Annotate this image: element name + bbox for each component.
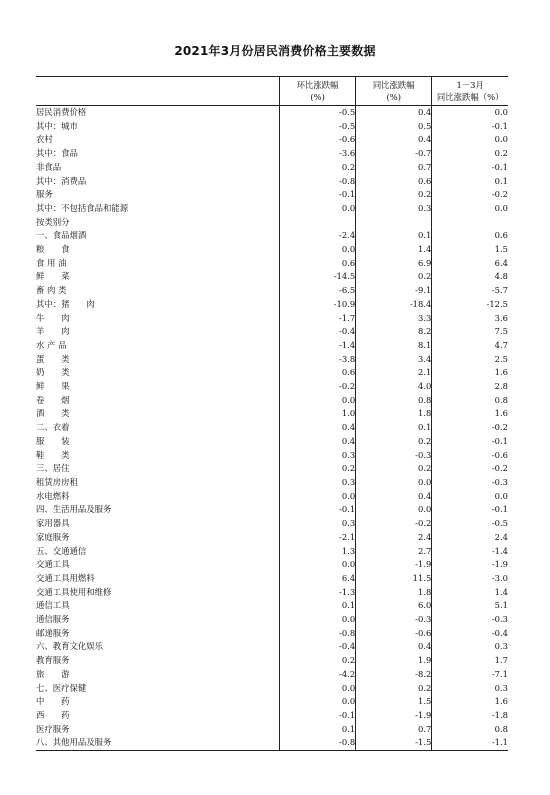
table-row <box>36 366 508 380</box>
mom-value: -14.5 <box>280 270 356 284</box>
row-label: 中 药 <box>36 696 70 707</box>
table-row <box>36 188 508 202</box>
yoy-value: 2.1 <box>356 366 432 380</box>
yoy-value: 0.4 <box>356 640 432 654</box>
yoy-value: -0.2 <box>356 517 432 531</box>
ytd-value: 1.4 <box>432 586 508 600</box>
ytd-value: -3.0 <box>432 572 508 586</box>
mom-value: 1.0 <box>280 407 356 421</box>
mom-value: -4.2 <box>280 668 356 682</box>
mom-value: 0.0 <box>280 695 356 709</box>
table-row <box>36 216 508 230</box>
mom-value: -2.1 <box>280 531 356 545</box>
mom-value: -1.3 <box>280 586 356 600</box>
row-label: 非食品 <box>36 161 62 172</box>
table-row <box>36 476 508 490</box>
row-label: 农村 <box>36 134 53 145</box>
table-row <box>36 668 508 682</box>
table-row <box>36 435 508 449</box>
header-mom-unit: (%) <box>310 92 325 102</box>
table-row <box>36 517 508 531</box>
mom-value <box>280 216 356 230</box>
ytd-value: -0.1 <box>432 435 508 449</box>
yoy-value: 2.4 <box>356 531 432 545</box>
mom-value: 6.4 <box>280 572 356 586</box>
row-label: 西 药 <box>36 709 70 720</box>
yoy-value: 1.8 <box>356 407 432 421</box>
ytd-value: 1.6 <box>432 366 508 380</box>
row-label: 邮递服务 <box>36 627 70 638</box>
ytd-value: 0.3 <box>432 640 508 654</box>
ytd-value: 0.2 <box>432 147 508 161</box>
header-blank <box>36 77 280 106</box>
row-label: 租赁房房租 <box>36 476 78 487</box>
mom-value: 0.3 <box>280 476 356 490</box>
mom-value: 0.0 <box>280 202 356 216</box>
ytd-value: 6.4 <box>432 257 508 271</box>
yoy-value: 8.1 <box>356 339 432 353</box>
yoy-value: 6.0 <box>356 599 432 613</box>
table-row <box>36 243 508 257</box>
ytd-value: 3.6 <box>432 312 508 326</box>
table-row <box>36 627 508 641</box>
row-label: 通信服务 <box>36 614 70 625</box>
table-row <box>36 325 508 339</box>
table-row <box>36 723 508 737</box>
mom-value: 0.0 <box>280 613 356 627</box>
mom-value: 0.2 <box>280 161 356 175</box>
table-row <box>36 407 508 421</box>
ytd-value: 1.6 <box>432 695 508 709</box>
ytd-value: 4.7 <box>432 339 508 353</box>
mom-value: -6.5 <box>280 284 356 298</box>
mom-value: 0.0 <box>280 243 356 257</box>
mom-value: 0.1 <box>280 599 356 613</box>
row-label: 鞋 类 <box>36 449 70 460</box>
row-label: 按类别分 <box>36 216 70 227</box>
yoy-value: 6.9 <box>356 257 432 271</box>
mom-value: -0.8 <box>280 736 356 750</box>
row-label: 交通工具用燃料 <box>36 572 95 583</box>
ytd-value: -0.6 <box>432 449 508 463</box>
mom-value: 0.3 <box>280 517 356 531</box>
row-label: 医疗服务 <box>36 723 70 734</box>
yoy-value: 3.4 <box>356 353 432 367</box>
row-label: 水 产 品 <box>36 339 67 350</box>
table-row <box>36 339 508 353</box>
mom-value: -0.6 <box>280 133 356 147</box>
row-label: 交通工具使用和维修 <box>36 586 112 597</box>
yoy-value: 0.3 <box>356 202 432 216</box>
yoy-value: 0.0 <box>356 476 432 490</box>
mom-value: -3.6 <box>280 147 356 161</box>
table-row <box>36 572 508 586</box>
table-row <box>36 353 508 367</box>
yoy-value: 0.7 <box>356 723 432 737</box>
row-label: 食 用 油 <box>36 257 67 268</box>
ytd-value: -12.5 <box>432 298 508 312</box>
table-row <box>36 736 508 750</box>
ytd-value: 2.8 <box>432 380 508 394</box>
ytd-value: 1.6 <box>432 407 508 421</box>
table-row <box>36 558 508 572</box>
row-label: 其中：消费品 <box>36 175 87 186</box>
table-row <box>36 640 508 654</box>
row-label: 教育服务 <box>36 655 70 666</box>
header-yoy-unit: (%) <box>386 92 401 102</box>
table-row <box>36 298 508 312</box>
ytd-value: 0.0 <box>432 202 508 216</box>
yoy-value: 1.9 <box>356 654 432 668</box>
ytd-value: 2.5 <box>432 353 508 367</box>
yoy-value: 0.1 <box>356 229 432 243</box>
ytd-value: 4.8 <box>432 270 508 284</box>
mom-value: -0.4 <box>280 325 356 339</box>
table-row <box>36 106 508 120</box>
mom-value: -0.2 <box>280 380 356 394</box>
row-label: 羊 肉 <box>36 326 70 337</box>
table-row <box>36 202 508 216</box>
yoy-value: 0.1 <box>356 421 432 435</box>
row-label: 卷 烟 <box>36 394 70 405</box>
mom-value: -1.7 <box>280 312 356 326</box>
row-label: 交通工具 <box>36 559 70 570</box>
row-label: 鲜 菜 <box>36 271 70 282</box>
mom-value: 0.4 <box>280 421 356 435</box>
ytd-value <box>432 216 508 230</box>
yoy-value: -8.2 <box>356 668 432 682</box>
row-label: 服务 <box>36 189 53 200</box>
yoy-value: -0.3 <box>356 449 432 463</box>
yoy-value: 0.4 <box>356 490 432 504</box>
yoy-value: 0.0 <box>356 503 432 517</box>
row-label: 五、交通通信 <box>36 545 87 556</box>
yoy-value: 3.3 <box>356 312 432 326</box>
row-label: 家用器具 <box>36 518 70 529</box>
yoy-value <box>356 216 432 230</box>
row-label: 奶 类 <box>36 367 70 378</box>
row-label: 八、其他用品及服务 <box>36 736 280 750</box>
ytd-value: 0.3 <box>432 682 508 696</box>
yoy-value: -0.3 <box>356 613 432 627</box>
row-label: 一、食品烟酒 <box>36 230 87 241</box>
ytd-value: -5.7 <box>432 284 508 298</box>
mom-value: 0.2 <box>280 462 356 476</box>
row-label: 其中：食品 <box>36 148 78 159</box>
table-row <box>36 175 508 189</box>
yoy-value: 0.2 <box>356 435 432 449</box>
yoy-value: -0.6 <box>356 627 432 641</box>
row-label: 酒 类 <box>36 408 70 419</box>
table-row <box>36 147 508 161</box>
cpi-table <box>36 76 508 751</box>
ytd-value: 0.8 <box>432 723 508 737</box>
mom-value: -10.9 <box>280 298 356 312</box>
ytd-value: -0.1 <box>432 120 508 134</box>
table-row <box>36 120 508 134</box>
ytd-value: -0.1 <box>432 161 508 175</box>
row-label: 其中：猪 肉 <box>36 298 95 309</box>
mom-value: -0.4 <box>280 640 356 654</box>
mom-value: -2.4 <box>280 229 356 243</box>
table-row <box>36 421 508 435</box>
ytd-value: -0.1 <box>432 503 508 517</box>
ytd-value: -1.9 <box>432 558 508 572</box>
mom-value: -0.1 <box>280 503 356 517</box>
yoy-value: 0.2 <box>356 462 432 476</box>
ytd-value: 0.0 <box>432 106 508 120</box>
ytd-value: 1.7 <box>432 654 508 668</box>
mom-value: -0.8 <box>280 627 356 641</box>
yoy-value: 0.5 <box>356 120 432 134</box>
ytd-value: 1.5 <box>432 243 508 257</box>
mom-value: 0.2 <box>280 654 356 668</box>
row-label: 畜 肉 类 <box>36 285 67 296</box>
row-label: 二、衣着 <box>36 422 70 433</box>
row-label: 家庭服务 <box>36 531 70 542</box>
table-row <box>36 380 508 394</box>
yoy-value: -0.7 <box>356 147 432 161</box>
ytd-value: 0.1 <box>432 175 508 189</box>
row-label: 水电燃料 <box>36 490 70 501</box>
ytd-value: 0.8 <box>432 394 508 408</box>
mom-value: 0.0 <box>280 558 356 572</box>
mom-value: -0.1 <box>280 709 356 723</box>
yoy-value: 4.0 <box>356 380 432 394</box>
row-label: 居民消费价格 <box>36 107 87 117</box>
yoy-value: 8.2 <box>356 325 432 339</box>
row-label: 其中：不包括食品和能源 <box>36 202 129 213</box>
yoy-value: 11.5 <box>356 572 432 586</box>
row-label: 服 装 <box>36 435 70 446</box>
table-row <box>36 490 508 504</box>
ytd-value: 0.6 <box>432 229 508 243</box>
yoy-value: 2.7 <box>356 545 432 559</box>
ytd-value: 0.0 <box>432 490 508 504</box>
table-row <box>36 270 508 284</box>
ytd-value: -0.5 <box>432 517 508 531</box>
header-yoy-label: 同比涨跌幅 <box>372 80 415 90</box>
row-label: 蛋 类 <box>36 353 70 364</box>
row-label: 六、教育文化娱乐 <box>36 641 103 652</box>
table-body <box>36 106 508 751</box>
row-label: 旅 游 <box>36 668 70 679</box>
ytd-value: 0.0 <box>432 133 508 147</box>
yoy-value: 0.8 <box>356 394 432 408</box>
row-label: 其中：城市 <box>36 120 78 131</box>
mom-value: -0.1 <box>280 188 356 202</box>
table-row <box>36 599 508 613</box>
yoy-value: 1.4 <box>356 243 432 257</box>
mom-value: 0.4 <box>280 435 356 449</box>
yoy-value: -18.4 <box>356 298 432 312</box>
ytd-value: -7.1 <box>432 668 508 682</box>
ytd-value: -0.2 <box>432 462 508 476</box>
header-ytd-label: 同比涨跌幅（%） <box>436 92 504 102</box>
table-row <box>36 709 508 723</box>
mom-value: -0.5 <box>280 120 356 134</box>
table-row <box>36 312 508 326</box>
ytd-value: 7.5 <box>432 325 508 339</box>
table-row <box>36 449 508 463</box>
table-row <box>36 133 508 147</box>
row-label: 粮 食 <box>36 244 70 255</box>
table-row <box>36 257 508 271</box>
ytd-value: -0.2 <box>432 188 508 202</box>
ytd-value: 2.4 <box>432 531 508 545</box>
row-label: 四、生活用品及服务 <box>36 504 112 515</box>
table-row <box>36 284 508 298</box>
table-header <box>36 77 508 106</box>
ytd-value: -0.3 <box>432 476 508 490</box>
header-mom-label: 环比涨跌幅 <box>296 80 339 90</box>
mom-value: 0.0 <box>280 490 356 504</box>
table-row <box>36 586 508 600</box>
header-mom <box>280 77 356 106</box>
row-label: 三、居住 <box>36 463 70 474</box>
ytd-value: 5.1 <box>432 599 508 613</box>
ytd-value: -0.2 <box>432 421 508 435</box>
row-label: 鲜 果 <box>36 381 70 392</box>
yoy-value: 1.5 <box>356 695 432 709</box>
page-title: 2021年3月份居民消费价格主要数据 <box>174 44 376 58</box>
row-label: 七、医疗保健 <box>36 682 87 693</box>
mom-value: 0.1 <box>280 723 356 737</box>
mom-value: -0.8 <box>280 175 356 189</box>
yoy-value: 0.4 <box>356 133 432 147</box>
row-label: 通信工具 <box>36 600 70 611</box>
yoy-value: -1.9 <box>356 709 432 723</box>
header-row <box>36 77 508 106</box>
table-row <box>36 682 508 696</box>
yoy-value: 0.7 <box>356 161 432 175</box>
yoy-value: -9.1 <box>356 284 432 298</box>
yoy-value: 1.8 <box>356 586 432 600</box>
ytd-value: -1.8 <box>432 709 508 723</box>
mom-value: 0.6 <box>280 257 356 271</box>
yoy-value: 0.6 <box>356 175 432 189</box>
table-row <box>36 613 508 627</box>
table-row <box>36 545 508 559</box>
row-label: 牛 肉 <box>36 312 70 323</box>
yoy-value: 0.2 <box>356 682 432 696</box>
mom-value: 0.0 <box>280 394 356 408</box>
table-row <box>36 462 508 476</box>
header-ytd-period: 1－3月 <box>456 80 484 90</box>
table-row <box>36 229 508 243</box>
header-ytd <box>432 77 508 106</box>
yoy-value: 0.4 <box>356 106 432 120</box>
ytd-value: -0.4 <box>432 627 508 641</box>
mom-value: 1.3 <box>280 545 356 559</box>
mom-value: 0.3 <box>280 449 356 463</box>
mom-value: -0.5 <box>280 106 356 120</box>
mom-value: 0.6 <box>280 366 356 380</box>
table-row <box>36 161 508 175</box>
yoy-value: 0.2 <box>356 270 432 284</box>
mom-value: -1.4 <box>280 339 356 353</box>
table-row <box>36 503 508 517</box>
table-row <box>36 654 508 668</box>
mom-value: -3.8 <box>280 353 356 367</box>
header-yoy <box>356 77 432 106</box>
ytd-value: -0.3 <box>432 613 508 627</box>
yoy-value: -1.9 <box>356 558 432 572</box>
ytd-value: -1.4 <box>432 545 508 559</box>
table-row <box>36 695 508 709</box>
mom-value: 0.0 <box>280 682 356 696</box>
yoy-value: 0.2 <box>356 188 432 202</box>
table-row <box>36 394 508 408</box>
table-row <box>36 531 508 545</box>
yoy-value: -1.5 <box>356 736 432 750</box>
ytd-value: -1.1 <box>432 736 508 750</box>
